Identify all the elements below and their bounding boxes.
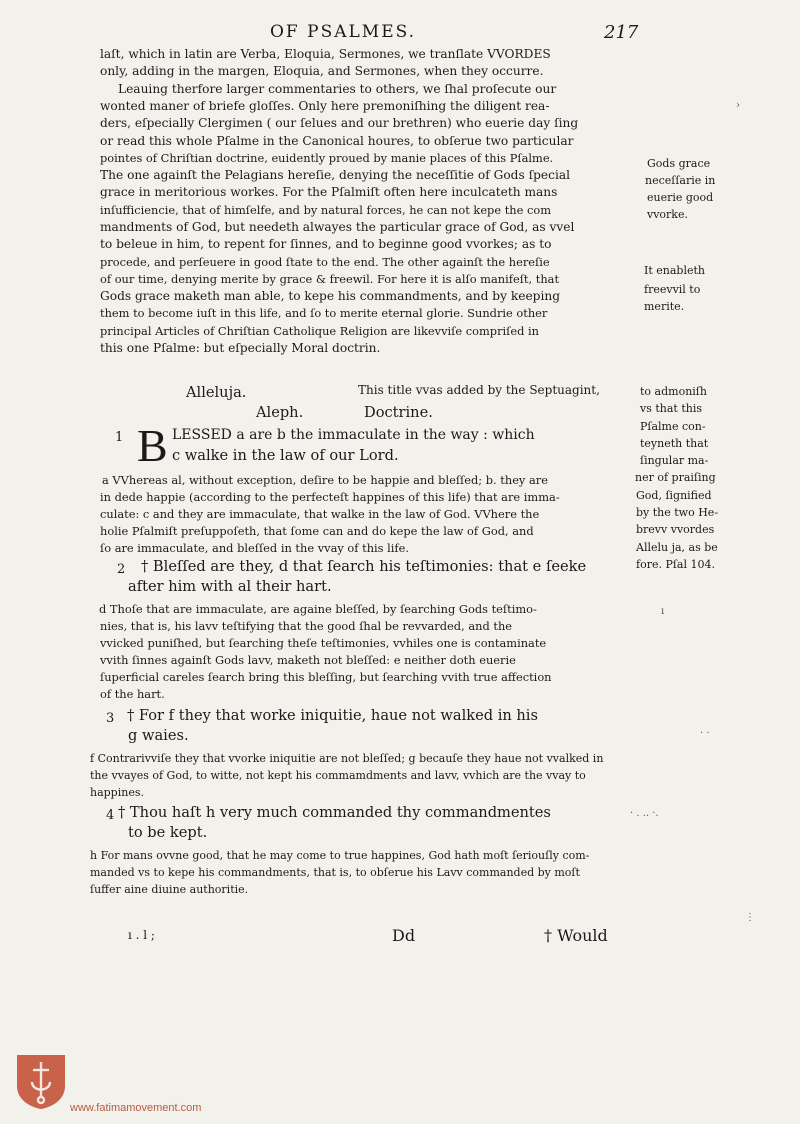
intro-line: laſt, which in latin are Verba, Eloquia, Sermones, we tranſlate VVORDES bbox=[100, 47, 551, 61]
margin-note-line: vvorke. bbox=[647, 208, 688, 221]
gloss-line: ſuperficial careles ſearch bring this bleſſing, but ſearching vvith true affection bbox=[100, 670, 552, 684]
verse-line: † For f they that worke iniquitie, haue not walked in his bbox=[127, 707, 538, 724]
folio-number: 217 bbox=[604, 22, 639, 43]
gloss-line: happines. bbox=[90, 786, 144, 799]
print-speck: ⋮ bbox=[745, 912, 755, 923]
intro-line: this one Pſalme: but eſpecially Moral doctrin. bbox=[100, 341, 381, 355]
print-speck: · · bbox=[700, 728, 710, 739]
margin-note-line: Gods grace bbox=[647, 157, 711, 170]
gloss-line: f Contrarivviſe they that vvorke iniquitie are not bleſſed; g becauſe they haue not vvalked in bbox=[90, 752, 604, 765]
print-speck: ı bbox=[661, 606, 665, 617]
print-speck: › bbox=[736, 100, 740, 111]
intro-line: procede, and perſeuere in good ſtate to the end. The other againſt the hereſie bbox=[100, 255, 550, 269]
margin-note-line: by the two He- bbox=[636, 506, 719, 519]
intro-line: mandments of God, but needeth alwayes the particular grace of God, as vvel bbox=[100, 220, 575, 234]
intro-line: them to become iuſt in this life, and ſo to merite eternal glorie. Sundrie other bbox=[100, 306, 548, 320]
intro-line: wonted maner of briefe gloſſes. Only here premoniſhing the diligent rea- bbox=[100, 99, 550, 113]
gloss-line: d Thoſe that are immaculate, are againe bleſſed, by ſearching Gods teſtimo- bbox=[99, 602, 537, 616]
intro-line: inſufficiencie, that of himſelfe, and by natural forces, he can not kepe the com bbox=[100, 203, 552, 217]
psalm-title-note: This title vvas added by the Septuagint, bbox=[358, 383, 600, 397]
margin-note-line: vs that this bbox=[640, 402, 703, 415]
psalm-title-aleph: Aleph. bbox=[256, 404, 304, 421]
margin-note-line: Allelu ja, as be bbox=[636, 541, 718, 554]
margin-note-line: Pſalme con- bbox=[640, 420, 706, 433]
psalm-title-alleluia: Alleluja. bbox=[186, 384, 247, 401]
intro-line: Gods grace maketh man able, to kepe his commandments, and by keeping bbox=[100, 289, 561, 303]
margin-note-line: ſingular ma- bbox=[640, 454, 709, 467]
running-head: OF PSALMES. bbox=[270, 22, 417, 42]
gloss-line: h For mans ovvne good, that he may come to true happines, God hath moſt ſeriouſly com- bbox=[90, 849, 590, 862]
drop-capital: B bbox=[137, 420, 168, 471]
gloss-line: vvicked puniſhed, but ſearching theſe teſtimonies, vvhiles one is contaminate bbox=[100, 636, 547, 650]
margin-note-line: merite. bbox=[644, 300, 685, 313]
margin-note-line: neceſſarie in bbox=[645, 174, 716, 187]
intro-line: only, adding in the margen, Eloquia, and Sermones, when they occurre. bbox=[100, 64, 544, 78]
margin-note-line: ner of praiſing bbox=[635, 471, 716, 484]
margin-note-line: God, ſignified bbox=[636, 489, 712, 502]
verse-number: 1 bbox=[115, 430, 124, 445]
verse-line: LESSED a are b the immaculate in the way : which bbox=[172, 427, 535, 443]
margin-note-line: teyneth that bbox=[640, 437, 709, 450]
margin-note-line: It enableth bbox=[644, 264, 705, 277]
intro-line: of our time, denying merite by grace & freewil. For here it is alſo manifeſt, that bbox=[100, 272, 560, 286]
gloss-line: the vvayes of God, to witte, not kept his commamdments and lavv, vvhich are the vvay to bbox=[90, 769, 586, 782]
psalm-title-doctrine: Doctrine. bbox=[364, 404, 433, 421]
verse-line: c walke in the law of our Lord. bbox=[172, 447, 399, 464]
website-watermark: www.fatimamovement.com bbox=[70, 1102, 202, 1114]
verse-line: g waies. bbox=[128, 727, 189, 744]
verse-line: after him with al their hart. bbox=[128, 578, 332, 595]
print-speck: · . .. ·. bbox=[630, 808, 659, 819]
gloss-line: culate: c and they are immaculate, that walke in the law of God. VVhere the bbox=[100, 507, 540, 521]
verse-line: † Thou haſt h very much commanded thy commandmentes bbox=[118, 804, 551, 821]
gloss-line: in dede happie (according to the perfecteſt happines of this life) that are imma- bbox=[100, 490, 560, 504]
intro-line: pointes of Chriſtian doctrine, euidently proued by manie places of this Pſalme. bbox=[100, 151, 554, 165]
intro-line: grace in meritorious workes. For the Pſalmiſt often here inculcateth mans bbox=[100, 185, 558, 199]
signature-mark: Dd bbox=[392, 926, 416, 945]
verse-number: 3 bbox=[106, 711, 115, 726]
verse-line: † Bleſſed are they, d that ſearch his teſtimonies: that e ſeeke bbox=[141, 558, 587, 575]
intro-line: to beleue in him, to repent for ſinnes, and to beginne good vvorkes; as to bbox=[100, 237, 552, 251]
gloss-line: of the hart. bbox=[100, 687, 165, 701]
gloss-line: ſo are immaculate, and bleſſed in the vvay of this life. bbox=[100, 541, 410, 555]
gloss-line: ſuffer aine diuine authoritie. bbox=[90, 883, 249, 896]
margin-note-line: fore. Pſal 104. bbox=[636, 558, 715, 571]
intro-line: or read this whole Pſalme in the Canonical houres, to obſerue two particular bbox=[100, 134, 574, 148]
margin-note-line: euerie good bbox=[647, 191, 714, 204]
gloss-line: manded vs to kepe his commandments, that is, to obſerue his Lavv commanded by moſt bbox=[90, 866, 580, 879]
margin-note-line: to admoniſh bbox=[640, 385, 707, 398]
verse-number: 2 bbox=[117, 562, 126, 577]
fatima-shield-logo-icon bbox=[14, 1052, 68, 1110]
intro-line: The one againſt the Pelagians hereſie, denying the neceſſitie of Gods ſpecial bbox=[100, 168, 571, 182]
gloss-line: nies, that is, his lavv teſtifying that the good ſhal be revvarded, and the bbox=[100, 619, 513, 633]
verse-line: to be kept. bbox=[128, 824, 208, 841]
verse-number: 4 bbox=[106, 808, 115, 823]
margin-note-line: brevv vvordes bbox=[636, 523, 715, 536]
intro-line: ders, eſpecially Clergimen ( our ſelues and our brethren) who euerie day ſing bbox=[100, 116, 579, 130]
footer-marks: ı . l ; bbox=[128, 928, 155, 942]
gloss-line: holie Pſalmiſt preſuppoſeth, that ſome can and do kepe the law of God, and bbox=[100, 524, 534, 538]
intro-line: Leauing therfore larger commentaries to others, we ſhal proſecute our bbox=[118, 82, 557, 96]
margin-note-line: freevvil to bbox=[644, 283, 701, 296]
intro-line: principal Articles of Chriſtian Catholique Religion are likevviſe compriſed in bbox=[100, 324, 540, 338]
gloss-line: vvith ſinnes againſt Gods lavv, maketh not bleſſed: e neither doth euerie bbox=[100, 653, 516, 667]
catchword: † Would bbox=[544, 926, 608, 945]
gloss-line: a VVhereas al, without exception, deſire to be happie and bleſſed; b. they are bbox=[102, 473, 548, 487]
